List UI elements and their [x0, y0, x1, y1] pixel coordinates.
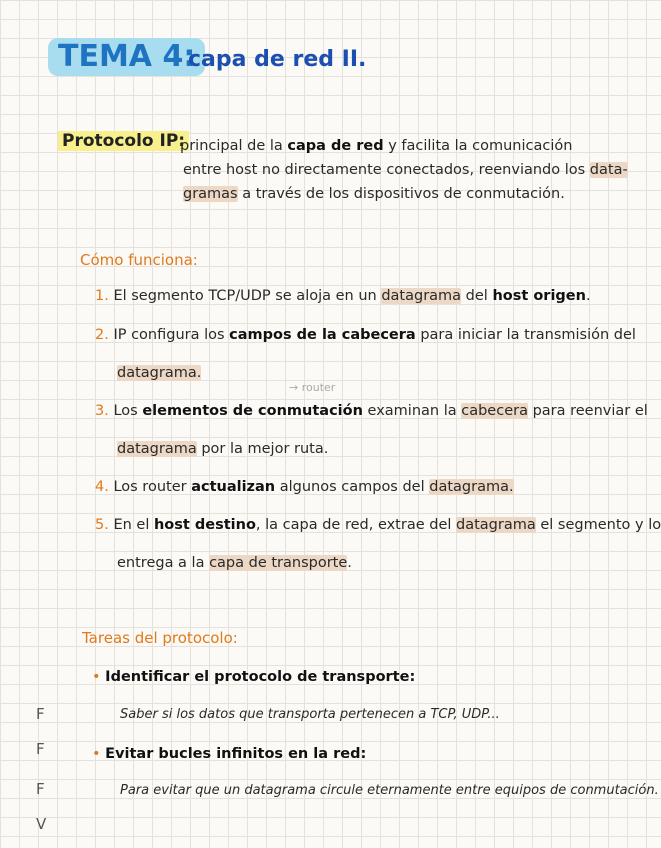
text-bold: host origen: [492, 288, 586, 304]
highlight: capa de transporte: [209, 555, 348, 571]
bullet-icon: •: [92, 669, 101, 685]
router-note: → router: [289, 381, 336, 394]
section-heading-tareas: Tareas del protocolo:: [82, 629, 238, 647]
text: .: [347, 555, 352, 571]
text: El segmento TCP/UDP se aloja en un: [113, 288, 382, 304]
highlight: datagrama: [456, 517, 536, 533]
step-1: [95, 288, 591, 304]
step-2-cont: [117, 365, 201, 381]
step-number: 2.: [95, 327, 109, 343]
side-mark: F: [36, 740, 45, 758]
bullet-icon: •: [92, 746, 101, 762]
text: , la capa de red, extrae del: [255, 517, 457, 533]
text: IP configura los: [113, 327, 230, 343]
task-1-title: [92, 669, 415, 685]
text: examinan la: [362, 403, 462, 419]
text: y facilita la comunicación: [383, 138, 573, 154]
step-5: [95, 517, 661, 533]
task-2-desc: Para evitar que un datagrama circule eternamente entre equipos de conmutación.: [120, 783, 659, 798]
text-bold: elementos de conmutación: [142, 403, 363, 419]
text-bold: Evitar bucles infinitos en la red:: [105, 746, 367, 762]
text: entre host no directamente conectados, reenviando los: [183, 162, 590, 178]
ip-line-1: [180, 138, 572, 154]
text: Los: [113, 403, 143, 419]
text: Los router: [113, 479, 192, 495]
text: En el: [113, 517, 154, 533]
step-number: 5.: [95, 517, 109, 533]
page-title: capa de red II.: [188, 47, 367, 72]
ip-line-3: [183, 186, 565, 202]
highlight: datagrama: [381, 288, 462, 304]
section-heading-como-funciona: Cómo funciona:: [80, 251, 198, 269]
text-bold: Identificar el protocolo de transporte:: [105, 669, 416, 685]
ip-label: Protocolo IP:: [58, 131, 189, 151]
text-bold: actualizan: [191, 479, 276, 495]
text: por la mejor ruta.: [196, 441, 329, 457]
text: principal de la: [180, 138, 288, 154]
highlight: gramas: [183, 186, 238, 202]
text: el segmento y lo: [535, 517, 661, 533]
highlight: datagrama: [117, 441, 197, 457]
text-bold: host destino: [153, 517, 256, 533]
step-3-cont: [117, 441, 328, 457]
text: .: [585, 288, 591, 304]
text-bold: campos de la cabecera: [229, 327, 416, 343]
step-number: 4.: [95, 479, 109, 495]
text: a través de los dispositivos de conmutación.: [237, 186, 565, 202]
step-2: [95, 327, 636, 343]
text-bold: capa de red: [287, 138, 384, 154]
text: del: [461, 288, 493, 304]
step-5-cont: [117, 555, 352, 571]
side-mark: V: [36, 815, 47, 833]
step-4: [95, 479, 514, 495]
text: algunos campos del: [275, 479, 430, 495]
task-1-desc: Saber si los datos que transporta pertenecen a TCP, UDP...: [120, 707, 500, 722]
highlight: data-: [589, 162, 628, 178]
text: para reenviar el: [527, 403, 648, 419]
text: para iniciar la transmisión del: [415, 327, 636, 343]
highlight: datagrama.: [429, 479, 514, 495]
topic-badge: TEMA 4:: [48, 38, 205, 76]
highlight: cabecera: [461, 403, 528, 419]
side-mark: F: [36, 780, 45, 798]
highlight: datagrama.: [117, 365, 202, 381]
step-number: 3.: [95, 403, 109, 419]
ip-line-2: [183, 162, 628, 178]
step-number: 1.: [95, 288, 109, 304]
text: entrega a la: [117, 555, 210, 571]
side-mark: F: [36, 705, 45, 723]
step-3: [95, 403, 648, 419]
task-2-title: [92, 746, 366, 762]
